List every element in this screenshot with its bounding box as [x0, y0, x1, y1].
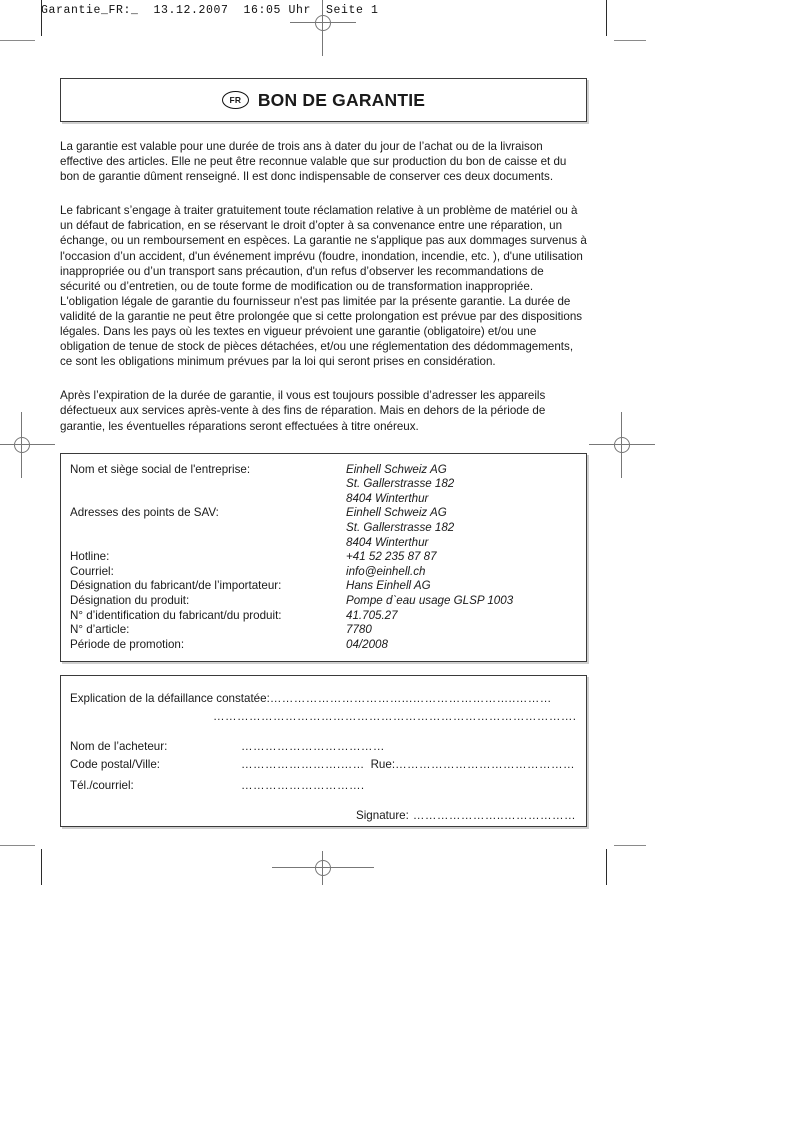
registration-mark-bottom-center — [306, 851, 340, 885]
warranty-paragraph-3: Après l’expiration de la durée de garantie, il vous est toujours possible d’adresser les appareils défectueux aux services après-vente à des fins de réparation. Mais en dehors de la période de garantie, les éventuelles réparations seront effectuées à titre onéreux. — [60, 389, 546, 433]
company-info-box — [60, 453, 587, 663]
defect-explanation-row — [70, 692, 552, 707]
crop-line-bottom-right-horizontal — [614, 845, 646, 846]
paragraph-block-1 — [60, 139, 587, 184]
crop-line-bottom-right-vertical — [606, 849, 607, 885]
phone-email-input[interactable]: …………………………. — [241, 779, 365, 793]
info-value: Pompe dˋeau usage GLSP 1003 — [346, 593, 514, 607]
info-value: St. Gallerstrasse 182 — [346, 520, 455, 534]
paragraph-block-3 — [60, 388, 587, 433]
warranty-paragraph-1: La garantie est valable pour une durée de trois ans à dater du jour de l’achat ou de la livraison effective des articles. Elle ne peut être reconnue valable que sur production du bon de caisse et du bon de garantie dûment renseigné. Il est donc indispensable de conserver ces deux documents. — [60, 140, 567, 184]
postal-city-input[interactable]: …………………….…… — [241, 758, 365, 772]
claim-form-box — [60, 675, 587, 827]
street-input[interactable]: ……………………………………… — [395, 758, 575, 772]
info-value: +41 52 235 87 87 — [346, 550, 437, 564]
info-label: N° d’article: — [70, 623, 130, 637]
registration-mark-right-middle — [605, 428, 639, 462]
paragraph-block-2 — [60, 203, 587, 369]
info-label — [61, 536, 346, 551]
info-value: 04/2008 — [346, 637, 388, 651]
info-value: 8404 Winterthur — [346, 535, 429, 549]
table-row — [61, 477, 586, 492]
table-row — [61, 506, 586, 521]
table-row — [61, 609, 586, 624]
crop-line-bottom-left-horizontal — [0, 845, 35, 846]
crop-line-bottom-left-vertical — [41, 849, 42, 885]
buyer-name-label: Nom de l’acheteur: — [70, 740, 168, 754]
table-row — [61, 638, 586, 653]
table-row — [61, 623, 586, 638]
info-label: N° d’identification du fabricant/du produit: — [70, 608, 282, 622]
info-value: Einhell Schweiz AG — [346, 506, 447, 520]
street-label: Rue: — [370, 758, 396, 772]
info-label: Période de promotion: — [70, 637, 185, 651]
buyer-name-input[interactable]: ……………………………… — [241, 740, 385, 754]
signature-label: Signature: — [356, 809, 409, 823]
table-row — [61, 536, 586, 551]
page-title: BON DE GARANTIE — [257, 89, 426, 110]
signature-row — [356, 809, 576, 824]
info-value: St. Gallerstrasse 182 — [346, 477, 455, 491]
document-content — [60, 78, 587, 827]
phone-email-label: Tél./courriel: — [70, 779, 134, 793]
table-row — [61, 594, 586, 609]
crop-line-top-right-horizontal — [614, 40, 646, 41]
info-label: Désignation du produit: — [70, 593, 190, 607]
crop-line-top-left-horizontal — [0, 40, 35, 41]
table-row — [61, 579, 586, 594]
info-value: Einhell Schweiz AG — [346, 462, 447, 476]
info-label: Adresses des points de SAV: — [70, 506, 219, 520]
info-value: Hans Einhell AG — [346, 579, 431, 593]
info-value: info@einhell.ch — [346, 564, 426, 578]
table-row — [61, 521, 586, 536]
table-row — [61, 550, 586, 565]
info-value: 41.705.27 — [346, 608, 398, 622]
country-code-fr-icon: FR — [222, 91, 249, 109]
info-value: 8404 Winterthur — [346, 491, 429, 505]
info-label: Nom et siège social de l'entreprise: — [70, 462, 251, 476]
info-label — [61, 521, 346, 536]
info-value: 7780 — [346, 623, 372, 637]
info-label: Courriel: — [70, 564, 114, 578]
info-label: Désignation du fabricant/de l’importateur: — [70, 579, 282, 593]
table-row — [61, 492, 586, 507]
signature-input[interactable]: …………………..……………… — [412, 809, 577, 823]
print-header-text: Garantie_FR:_ 13.12.2007 16:05 Uhr Seite 1 — [41, 4, 379, 17]
postal-city-street-row — [241, 758, 575, 773]
info-label: Hotline: — [70, 550, 110, 564]
info-label — [61, 477, 346, 492]
defect-explanation-input[interactable]: ……………………………...……………………..……… — [269, 692, 552, 706]
info-label — [61, 492, 346, 507]
table-row — [61, 463, 586, 478]
postal-city-label: Code postal/Ville: — [70, 758, 161, 772]
title-inner — [222, 90, 425, 111]
title-box — [60, 78, 587, 122]
defect-explanation-label: Explication de la défaillance constatée: — [70, 692, 270, 706]
table-row — [61, 565, 586, 580]
crop-line-top-right-vertical — [606, 0, 607, 36]
defect-explanation-input-line2[interactable]: ………………………………………………………………………………. — [213, 710, 577, 724]
warranty-paragraph-2: Le fabricant s’engage à traiter gratuitement toute réclamation relative à un problème de matériel ou à un défaut de fabrication, en se réservant le droit d’opter à sa convenance entre une réparation, un échange, ou un remboursement en espèces. La garantie ne s'applique pas aux dommages survenus à l'occasion d’un accident, d'un événement imprévu (foudre, inondation, incendie, etc. ), d'une utilisation inappropriée ou d’un transport sans précaution, d'un refus d’observer les recommandations de sécurité ou d’entretien, ou de toute forme de modification ou de transformation inappropriée. L'obligation légale de garantie du fournisseur n'est pas limitée par la présente garantie. La durée de validité de la garantie ne peut être prolongée que si cette prolongation est prévue par des dispositions légales. Dans les pays où les textes en vigueur prévoient une garantie (obligatoire) et/ou une obligation de tenue de stock de pièces détachées, et/ou une réglementation des dédommagements, ce sont les obligations minimum prévues par la loi qui seront prises en considération. — [60, 204, 587, 369]
registration-mark-left-middle — [5, 428, 39, 462]
